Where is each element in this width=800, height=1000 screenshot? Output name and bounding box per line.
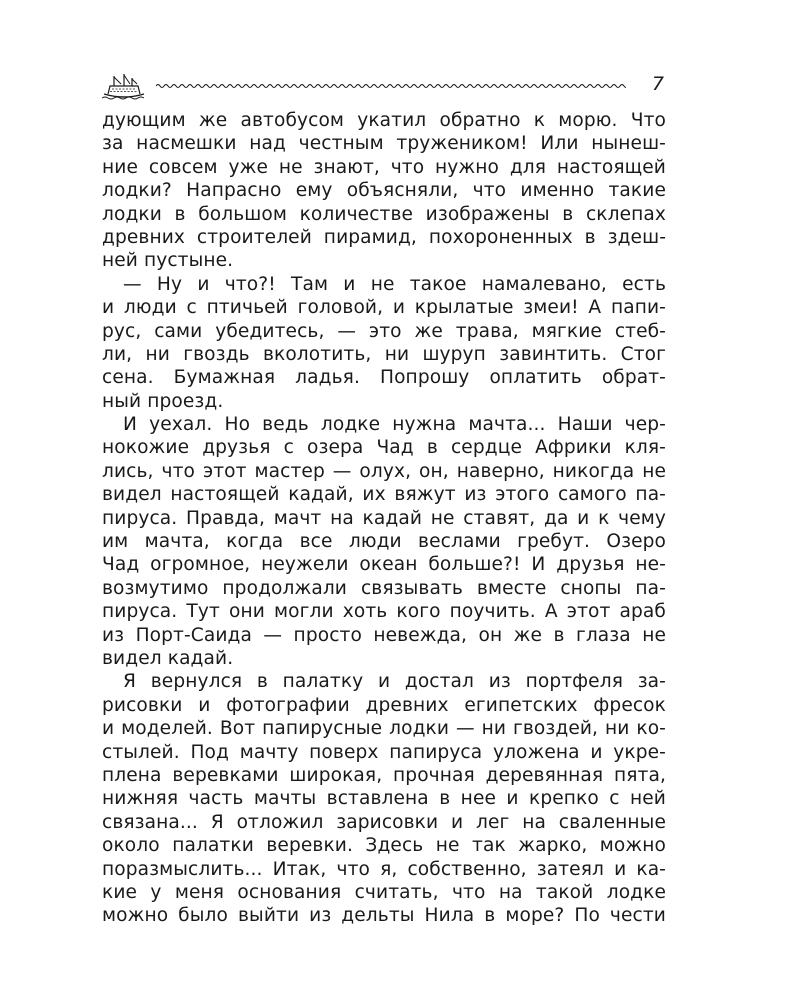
text-line: связана... Я отложил зарисовки и лег на сваленные — [102, 811, 666, 833]
text-line: и моделей. Вот папирусные лодки — ни гвоздей, ни ко- — [102, 718, 666, 740]
text-line: ние совсем уже не знают, что нужно для настоящей — [102, 156, 666, 178]
text-line: из Порт-Саида — просто невежда, он же в глаза не — [102, 624, 666, 646]
body-text — [102, 109, 666, 928]
text-line: кие у меня основания считать, что на такой лодке — [102, 881, 666, 903]
text-line: Чад огромное, неужели океан больше?! И друзья не- — [102, 554, 666, 576]
text-line: лись, что этот мастер — олух, он, наверно, никогда не — [102, 460, 666, 482]
text-line: — Ну и что?! Там и не такое намалевано, есть — [123, 273, 666, 295]
text-line: им мачта, когда все люди веслами гребут. Озеро — [102, 531, 666, 553]
text-line: ней пустыне. — [102, 250, 234, 272]
text-line: ный проезд. — [102, 390, 224, 412]
text-line: около палатки веревки. Здесь не так жарко, можно — [102, 835, 666, 857]
boat-ornament-icon — [100, 72, 148, 102]
text-line: рисовки и фотографии древних египетских фресок — [102, 694, 666, 716]
text-line: можно было выйти из дельты Нила в море? По чести — [102, 905, 666, 927]
text-line: видел кадай. — [102, 647, 234, 669]
text-line: возмутимо продолжали связывать вместе снопы па- — [102, 577, 666, 599]
running-header — [100, 70, 670, 106]
text-line: нижняя часть мачты вставлена в нее и крепко с ней — [102, 788, 666, 810]
wavy-rule-icon — [156, 82, 626, 90]
text-line: поразмыслить... Итак, что я, собственно, затеял и ка- — [102, 858, 666, 880]
text-line: за насмешки над честным тружеником! Или нынеш- — [102, 133, 666, 155]
text-line: стылей. Под мачту поверх папируса уложена и укре- — [102, 741, 666, 763]
text-line: нокожие друзья с озера Чад в сердце Африки кля- — [102, 437, 666, 459]
text-line: видел настоящей кадай, их вяжут из этого самого па- — [102, 484, 666, 506]
text-line: ли, ни гвоздь вколотить, ни шуруп завинтить. Стог — [102, 343, 666, 365]
text-line: и люди с птичьей головой, и крылатые змеи! А папи- — [102, 297, 666, 319]
text-line: И уехал. Но ведь лодке нужна мачта... Наши чер- — [123, 414, 666, 436]
page-number: 7 — [651, 73, 664, 95]
text-line: плена веревками широкая, прочная деревянная пята, — [102, 764, 666, 786]
text-line: сена. Бумажная ладья. Попрошу оплатить обрат- — [102, 367, 666, 389]
text-line: лодки в большом количестве изображены в склепах — [102, 203, 666, 225]
text-line: рус, сами убедитесь, — это же трава, мягкие стеб- — [102, 320, 666, 342]
text-line: пируса. Правда, мачт на кадай не ставят, да и к чему — [102, 507, 666, 529]
text-line: Я вернулся в палатку и достал из портфеля за- — [123, 671, 666, 693]
text-line: лодки? Напрасно ему объясняли, что именно такие — [102, 180, 666, 202]
text-line: дующим же автобусом укатил обратно к морю. Что — [102, 110, 666, 131]
text-line: древних строителей пирамид, похороненных в здеш- — [102, 226, 666, 248]
text-line: пируса. Тут они могли хоть кого поучить. А этот араб — [102, 601, 666, 623]
